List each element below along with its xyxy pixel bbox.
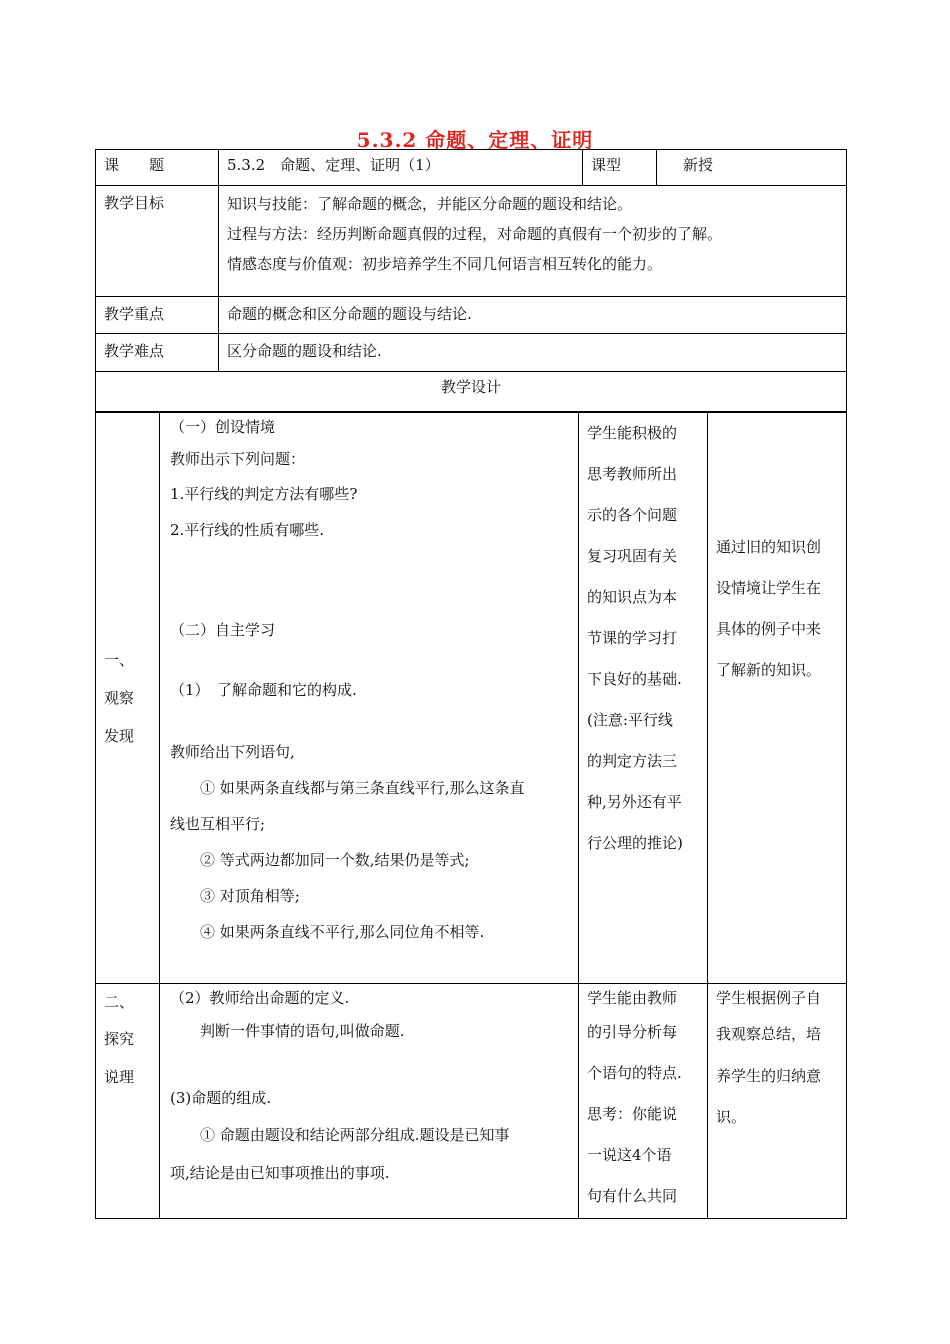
intent-line: 养学生的归纳意 xyxy=(716,1067,822,1085)
student-line: 思考：你能说 xyxy=(587,1105,678,1123)
content-line: (3)命题的组成. xyxy=(170,1089,272,1107)
design-intent-explore xyxy=(708,984,847,1219)
student-line: 种,另外还有平 xyxy=(587,793,682,811)
student-line: 节课的学习打 xyxy=(587,629,678,647)
content-line: ① 如果两条直线都与第三条直线平行,那么这条直 xyxy=(170,779,525,797)
content-line: ④ 如果两条直线不平行,那么同位角不相等. xyxy=(170,923,485,941)
design-label: 教学设计 xyxy=(96,372,847,412)
content-line: 判断一件事情的语句,叫做命题. xyxy=(170,1022,405,1040)
student-activity-observe xyxy=(579,413,708,984)
difficulties-label: 教学难点 xyxy=(96,334,219,372)
content-line: （2）教师给出命题的定义. xyxy=(170,989,350,1007)
lesson-info-table xyxy=(95,149,847,412)
content-line: 教师出示下列问题： xyxy=(170,450,306,468)
type-label: 课型 xyxy=(583,150,657,186)
type-value: 新授 xyxy=(657,150,847,186)
intent-line: 识。 xyxy=(716,1108,747,1126)
objective-attitude: 情感态度与价值观：初步培养学生不同几何语言相互转化的能力。 xyxy=(227,255,663,273)
content-line xyxy=(170,1050,570,1080)
student-line: 一说这4个语 xyxy=(587,1146,672,1164)
student-line: 学生能积极的 xyxy=(587,424,678,442)
student-line: 思考教师所出 xyxy=(587,465,678,483)
stage-observe xyxy=(96,413,160,984)
stage-observe-line: 发现 xyxy=(104,727,135,745)
student-line: 个语句的特点. xyxy=(587,1064,682,1082)
intent-line: 学生根据例子自 xyxy=(716,989,822,1007)
student-line: 下良好的基础. xyxy=(587,670,682,688)
stage-explore-line: 二、 xyxy=(104,993,135,1011)
stage-explore-line: 探究 xyxy=(104,1030,135,1048)
lesson-row xyxy=(96,150,847,186)
lesson-value: 5.3.2 命题、定理、证明（1） xyxy=(219,150,583,186)
teaching-design-table xyxy=(95,412,847,1219)
student-line: 的知识点为本 xyxy=(587,588,678,606)
design-intent-observe xyxy=(708,413,847,984)
content-line: ② 等式两边都加同一个数,结果仍是等式; xyxy=(170,851,470,869)
intent-line: 设情境让学生在 xyxy=(716,579,822,597)
difficulties-value: 区分命题的题设和结论. xyxy=(219,334,847,372)
intent-line: 具体的例子中来 xyxy=(716,620,822,638)
student-line: 示的各个问题 xyxy=(587,506,678,524)
objectives-row xyxy=(96,186,847,297)
intent-line: 我观察总结，培 xyxy=(716,1025,822,1043)
content-line: 线也互相平行; xyxy=(170,815,266,833)
student-line: 的判定方法三 xyxy=(587,752,678,770)
student-line: 学生能由教师 xyxy=(587,989,678,1007)
document-title: 5.3.2 命题、定理、证明 xyxy=(356,128,594,152)
student-line: 句有什么共同 xyxy=(587,1187,678,1205)
student-line: 行公理的推论) xyxy=(587,834,683,852)
content-line: ③ 对顶角相等; xyxy=(170,887,300,905)
content-line: （二）自主学习 xyxy=(170,621,276,639)
stage-explore-line: 说理 xyxy=(104,1068,135,1086)
objectives-label: 教学目标 xyxy=(96,186,219,297)
section-explore xyxy=(96,984,847,1219)
content-line: 1.平行线的判定方法有哪些? xyxy=(170,485,358,503)
student-line: 的引导分析每 xyxy=(587,1023,678,1041)
lesson-label: 课 题 xyxy=(96,150,219,186)
objective-process: 过程与方法：经历判断命题真假的过程，对命题的真假有一个初步的了解。 xyxy=(227,225,723,243)
objective-knowledge: 知识与技能：了解命题的概念，并能区分命题的题设和结论。 xyxy=(227,195,633,213)
content-line: 教师给出下列语句, xyxy=(170,743,295,761)
key-points-row xyxy=(96,297,847,334)
key-points-label: 教学重点 xyxy=(96,297,219,334)
stage-observe-line: 一、 xyxy=(104,651,135,669)
content-line: ① 命题由题设和结论两部分组成.题设是已知事 xyxy=(170,1126,510,1144)
key-points-value: 命题的概念和区分命题的题设与结论. xyxy=(219,297,847,334)
stage-explore xyxy=(96,984,160,1219)
content-line xyxy=(170,548,570,612)
intent-line: 通过旧的知识创 xyxy=(716,538,822,556)
student-line: (注意:平行线 xyxy=(587,711,673,729)
design-row xyxy=(96,372,847,412)
content-line xyxy=(170,648,570,672)
content-explore xyxy=(160,984,579,1219)
intent-line: 了解新的知识。 xyxy=(716,661,822,679)
content-line: 项,结论是由已知事项推出的事项. xyxy=(170,1164,390,1182)
content-line: （一）创设情境 xyxy=(170,418,276,436)
content-observe xyxy=(160,413,579,984)
objectives-content xyxy=(219,186,847,297)
student-activity-explore xyxy=(579,984,708,1219)
stage-observe-line: 观察 xyxy=(104,689,135,707)
content-line: （1） 了解命题和它的构成. xyxy=(170,681,357,699)
student-line: 复习巩固有关 xyxy=(587,547,678,565)
content-line: 2.平行线的性质有哪些. xyxy=(170,521,325,539)
content-line xyxy=(170,708,570,734)
difficulties-row xyxy=(96,334,847,372)
section-observe xyxy=(96,413,847,984)
